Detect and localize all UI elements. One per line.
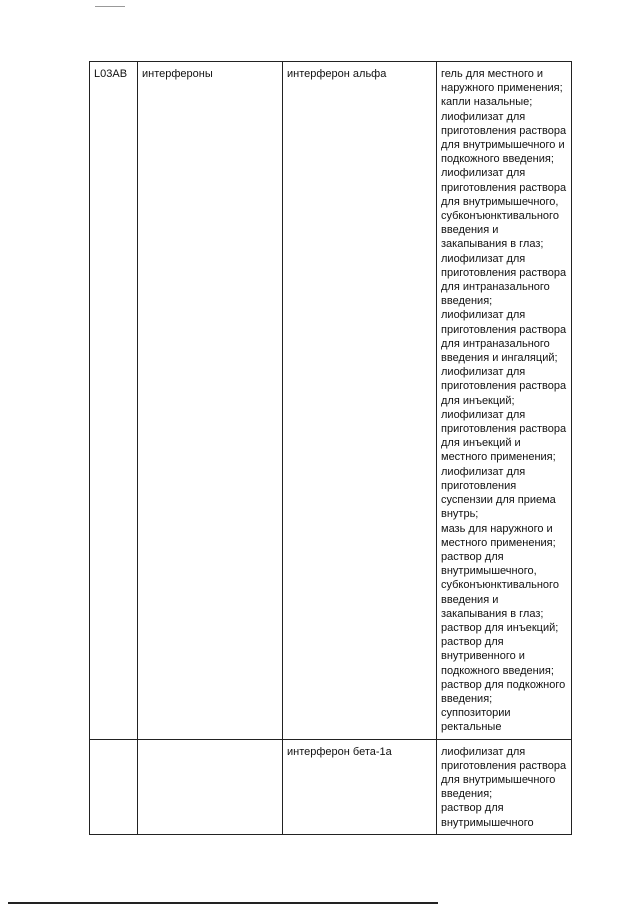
- dosage-form: лиофилизат для приготовления суспензии для приема внутрь;: [441, 465, 556, 521]
- page-bottom-rule: [8, 902, 438, 904]
- pharmacological-group-cell: интерфероны: [138, 62, 283, 740]
- dosage-form: лиофилизат для приготовления раствора для инъекций и местного применения;: [441, 408, 567, 464]
- scan-artifact-line: [95, 6, 125, 7]
- medicines-table: [89, 61, 572, 835]
- dosage-form: гель для местного и наружного применения;: [441, 68, 563, 95]
- dosage-form: раствор для инъекций;: [441, 621, 559, 634]
- dosage-form: лиофилизат для приготовления раствора для инъекций;: [441, 366, 567, 407]
- dosage-forms-cell: [437, 62, 572, 740]
- table-row: [90, 739, 572, 834]
- dosage-forms-cell: [437, 739, 572, 834]
- drug-name-cell: интерферон бета-1a: [283, 739, 437, 834]
- dosage-form: лиофилизат для приготовления раствора для интраназального введения;: [441, 252, 567, 308]
- dosage-form: капли назальные;: [441, 96, 533, 109]
- dosage-form: раствор для внутримышечного, субконъюнктивального введения и закапывания в глаз;: [441, 550, 559, 620]
- atc-code-cell: [90, 739, 138, 834]
- table-row: [90, 62, 572, 740]
- dosage-form: раствор для подкожного введения;: [441, 678, 566, 705]
- pharmacological-group-cell: [138, 739, 283, 834]
- dosage-form: лиофилизат для приготовления раствора для внутримышечного и подкожного введения;: [441, 110, 567, 166]
- dosage-form: раствор для внутримышечного: [441, 802, 534, 829]
- dosage-form: лиофилизат для приготовления раствора для внутримышечного введения;: [441, 745, 567, 801]
- dosage-form: лиофилизат для приготовления раствора для внутримышечного, субконъюнктивального введения и закапывания в глаз;: [441, 167, 567, 251]
- dosage-form: раствор для внутривенного и подкожного введения;: [441, 636, 554, 677]
- dosage-form: лиофилизат для приготовления раствора для интраназального введения и ингаляций;: [441, 309, 567, 365]
- atc-code-cell: L03AB: [90, 62, 138, 740]
- dosage-form: мазь для наружного и местного применения;: [441, 522, 556, 549]
- drug-name-cell: интерферон альфа: [283, 62, 437, 740]
- dosage-form: суппозитории ректальные: [441, 707, 511, 734]
